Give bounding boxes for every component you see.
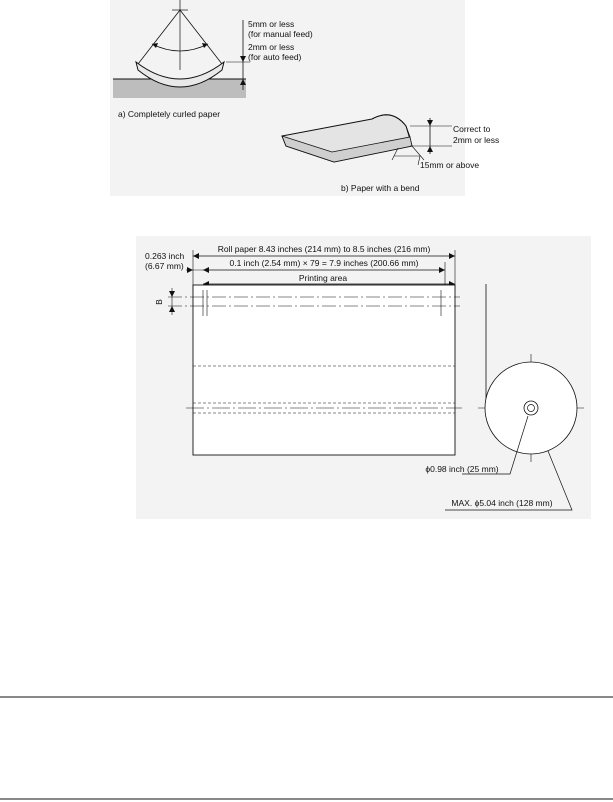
tol-auto-note: (for auto feed)	[248, 52, 302, 62]
roll-width-label: Roll paper 8.43 inches (214 mm) to 8.5 inches (216 mm)	[217, 244, 431, 254]
caption-b: b) Paper with a bend	[341, 183, 420, 193]
tol-manual-note: (for manual feed)	[248, 29, 313, 39]
tol-auto: 2mm or less	[248, 42, 295, 52]
paper-sheet	[193, 285, 455, 455]
printing-area-label: Printing area	[298, 273, 348, 283]
pitch-label: 0.1 inch (2.54 mm) × 79 = 7.9 inches (200.66 mm)	[229, 258, 419, 268]
core-diameter: ϕ0.98 inch (25 mm)	[425, 464, 499, 474]
b-label: B	[154, 299, 164, 305]
offset-inch: 0.263 inch	[145, 251, 185, 261]
max-diameter: MAX. ϕ5.04 inch (128 mm)	[451, 498, 553, 508]
correct-label: Correct to	[453, 124, 491, 134]
offset-mm: (6.67 mm)	[145, 261, 184, 271]
caption-a: a) Completely curled paper	[118, 109, 221, 119]
tol-manual: 5mm or less	[248, 19, 295, 29]
bend-length: 15mm or above	[420, 160, 480, 170]
correct-value: 2mm or less	[453, 135, 500, 145]
roll-outer	[485, 362, 577, 454]
